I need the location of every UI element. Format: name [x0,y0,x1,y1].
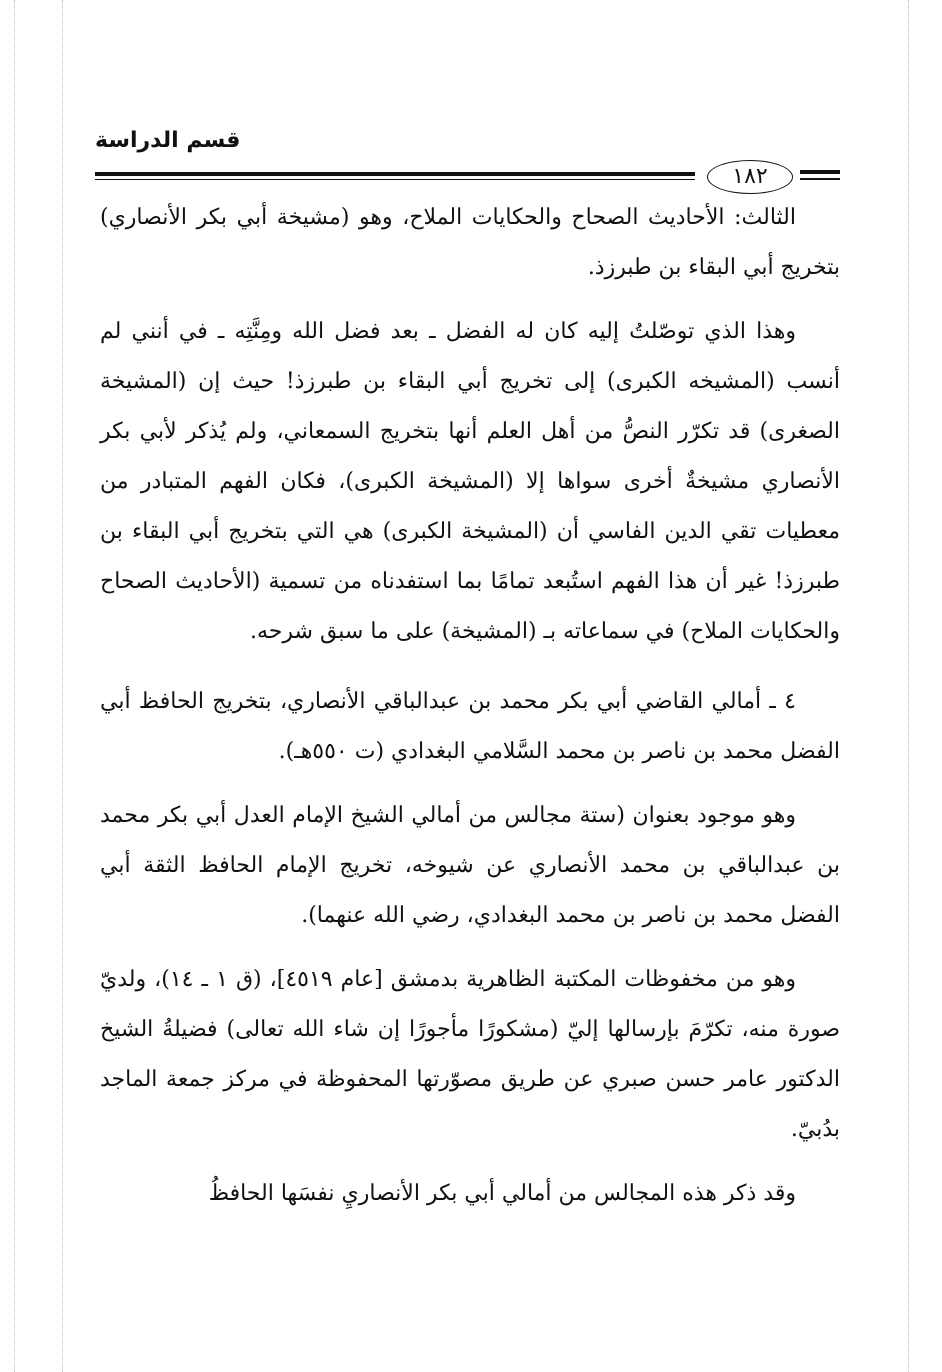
paragraph: الثالث: الأحاديث الصحاح والحكايات الملاح، وهو (مشيخة أبي بكر الأنصاري) بتخريج أبي البقاء بن طبرزذ. [100,205,840,280]
paragraph: وهو موجود بعنوان (ستة مجالس من أمالي الشيخ الإمام العدل أبي بكر محمد بن عبدالباقي بن محمد الأنصاري عن شيوخه، تخريج الإمام الحافظ الثقة أبي الفضل محمد بن ناصر بن محمد البغدادي، رضي الله عنهما). [100,803,840,928]
paragraph: وقد ذكر هذه المجالس من أمالي أبي بكر الأنصاريِ نفسَها الحافظُ [208,1181,796,1206]
body-text [100,193,840,1239]
header-rule-thin [95,179,695,180]
header-rule-right-thin [800,178,840,180]
running-title: قسم الدراسة [95,128,241,153]
scan-guide-line [14,0,15,1372]
paragraph: وهو من مخفوظات المكتبة الظاهرية بدمشق [عام ٤٥١٩]، (ق ١ ـ ١٤)، ولديّ صورة منه، تكرّمَ بإرسالها إليّ (مشكورًا مأجورًا إن شاء الله تعالى) فضيلةُ الشيخ الدكتور عامر حسن صبري عن طريق مصوّرتها المحفوظة في مركز جمعة الماجد بدُبيّ. [100,967,840,1142]
page-header [95,120,840,200]
header-rule-right [800,170,840,174]
scan-guide-line [62,0,63,1372]
paragraph: وهذا الذي توصّلتُ إليه كان له الفضل ـ بعد فضل الله ومِنَّتِه ـ في أنني لم أنسب (المشيخه الكبرى) إلى تخريج أبي البقاء بن طبرزذ! حيث إن (المشيخة الصغرى) قد تكرّر النصُّ من أهل العلم أنها بتخريج السمعاني، ولم يُذكر لأبي بكر الأنصاري مشيخةٌ أخرى سواها إلا (المشيخة الكبرى)، فكان الفهم المتبادر من معطيات تقي الدين الفاسي أن (المشيخة الكبرى) هي التي بتخريج أبي البقاء بن طبرزذ! غير أن هذا الفهم استُبعد تمامًا بما استفدناه من تسمية (الأحاديث الصحاح والحكايات الملاح) في سماعاته بـ (المشيخة) على ما سبق شرحه. [100,319,840,644]
scan-guide-line [908,0,909,1372]
header-rule [95,172,695,176]
page-number: ١٨٢ [707,160,793,194]
paragraph: ٤ ـ أمالي القاضي أبي بكر محمد بن عبدالباقي الأنصاري، بتخريج الحافظ أبي الفضل محمد بن ناصر بن محمد السَّلامي البغدادي (ت ٥٥٠هـ). [100,689,840,764]
